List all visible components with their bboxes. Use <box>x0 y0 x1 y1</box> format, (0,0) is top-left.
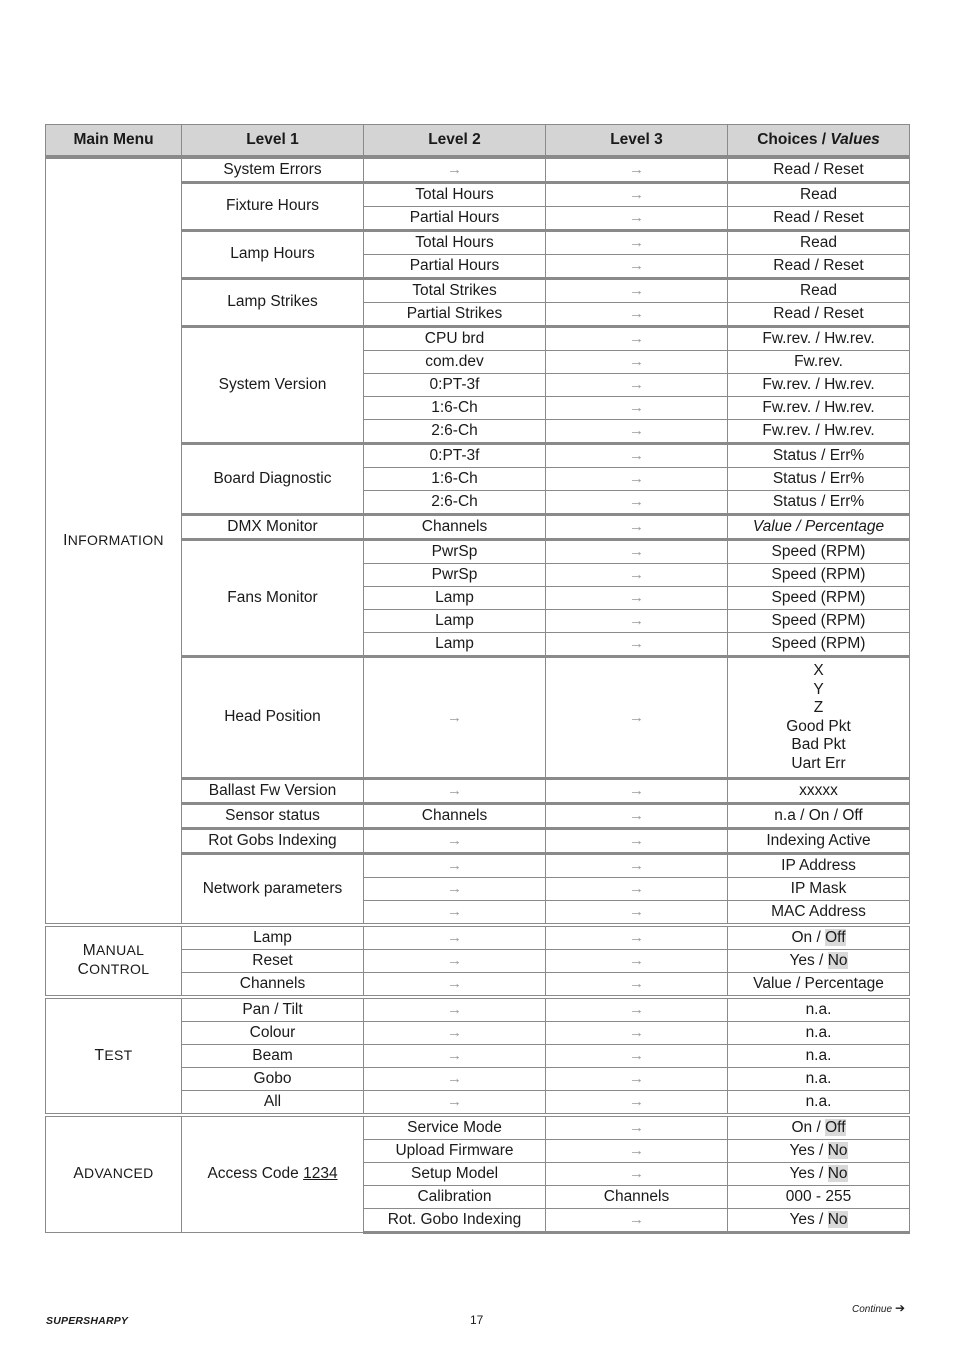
choice-cell: Read / Reset <box>728 207 910 231</box>
level2-cell: Calibration <box>364 1186 546 1209</box>
header-level-3: Level 3 <box>546 125 728 158</box>
header-level-2: Level 2 <box>364 125 546 158</box>
choice-cell: Read <box>728 231 910 255</box>
choice-cell: MAC Address <box>728 901 910 926</box>
arrow-icon: → <box>546 779 728 804</box>
choice-cell <box>728 925 910 950</box>
arrow-icon: → <box>546 279 728 303</box>
level2-cell: Total Strikes <box>364 279 546 303</box>
arrow-icon: → <box>546 901 728 926</box>
choice-cell: Speed (RPM) <box>728 633 910 657</box>
level1-cell: Board Diagnostic <box>182 444 364 515</box>
header-values-label: Values <box>830 130 880 148</box>
level2-cell: Rot. Gobo Indexing <box>364 1209 546 1233</box>
arrow-right-icon: ➔ <box>895 1301 906 1315</box>
arrow-icon: → <box>546 303 728 327</box>
arrow-icon: → <box>364 950 546 973</box>
level2-cell: com.dev <box>364 351 546 374</box>
choice-cell: n.a. <box>728 1022 910 1045</box>
choice-cell-head-position <box>728 657 910 779</box>
choice-line: Uart Err <box>791 754 846 772</box>
level1-cell: All <box>182 1091 364 1116</box>
access-code-value: 1234 <box>303 1165 338 1183</box>
choice-line: Bad Pkt <box>791 736 846 753</box>
arrow-icon: → <box>546 1068 728 1091</box>
choice-cell: Speed (RPM) <box>728 587 910 610</box>
table-row <box>46 997 910 1022</box>
arrow-icon: → <box>546 255 728 279</box>
level2-cell: Setup Model <box>364 1163 546 1186</box>
arrow-icon: → <box>364 854 546 878</box>
choice-cell: Status / Err% <box>728 468 910 491</box>
choice-cell: n.a. <box>728 1068 910 1091</box>
section-advanced <box>46 1115 910 1233</box>
level1-cell: Pan / Tilt <box>182 997 364 1022</box>
level1-cell: Lamp <box>182 925 364 950</box>
section-test <box>46 997 910 1115</box>
section-manual-control <box>46 925 910 997</box>
level2-cell: CPU brd <box>364 327 546 351</box>
header-row <box>46 125 910 158</box>
level2-cell: 2:6-Ch <box>364 420 546 444</box>
arrow-icon: → <box>364 1022 546 1045</box>
arrow-icon: → <box>364 997 546 1022</box>
arrow-icon: → <box>546 374 728 397</box>
choice-cell: Status / Err% <box>728 444 910 468</box>
arrow-icon: → <box>546 351 728 374</box>
level1-cell: Channels <box>182 973 364 998</box>
choice-cell: Fw.rev. / Hw.rev. <box>728 374 910 397</box>
level2-cell: Upload Firmware <box>364 1140 546 1163</box>
section-label-information: INFORMATION <box>46 157 182 925</box>
choice-line: Y <box>813 680 824 698</box>
arrow-icon: → <box>546 491 728 515</box>
level2-cell: PwrSp <box>364 564 546 587</box>
choice-cell: IP Address <box>728 854 910 878</box>
choice-no-default: No <box>827 951 848 969</box>
arrow-icon: → <box>546 1115 728 1140</box>
arrow-icon: → <box>364 157 546 183</box>
header-choices-label: Choices / <box>757 130 831 148</box>
choice-no-default: No <box>827 1164 848 1182</box>
choice-cell: Read / Reset <box>728 157 910 183</box>
arrow-icon: → <box>546 829 728 854</box>
level1-cell: Reset <box>182 950 364 973</box>
choice-cell: Read <box>728 279 910 303</box>
arrow-icon: → <box>546 854 728 878</box>
level2-cell: Service Mode <box>364 1115 546 1140</box>
arrow-icon: → <box>546 1022 728 1045</box>
level2-cell: Partial Strikes <box>364 303 546 327</box>
level3-cell: Channels <box>546 1186 728 1209</box>
choice-cell <box>728 1163 910 1186</box>
choice-cell: xxxxx <box>728 779 910 804</box>
level2-cell: 2:6-Ch <box>364 491 546 515</box>
choice-cell: Indexing Active <box>728 829 910 854</box>
arrow-icon: → <box>364 973 546 998</box>
arrow-icon: → <box>546 633 728 657</box>
choice-cell <box>728 950 910 973</box>
level2-cell: 0:PT-3f <box>364 444 546 468</box>
level2-cell: Partial Hours <box>364 207 546 231</box>
level1-cell: Fans Monitor <box>182 540 364 657</box>
choice-off-default: Off <box>825 1118 846 1136</box>
choice-line: Good Pkt <box>786 717 851 735</box>
level2-cell: Lamp <box>364 633 546 657</box>
section-label-manual-control: MANUAL CONTROL <box>46 925 182 997</box>
choice-cell: Fw.rev. / Hw.rev. <box>728 397 910 420</box>
arrow-icon: → <box>546 878 728 901</box>
arrow-icon: → <box>364 1045 546 1068</box>
arrow-icon: → <box>546 950 728 973</box>
choice-cell: IP Mask <box>728 878 910 901</box>
arrow-icon: → <box>546 1045 728 1068</box>
level1-cell: Colour <box>182 1022 364 1045</box>
level2-cell: 0:PT-3f <box>364 374 546 397</box>
choice-cell: Speed (RPM) <box>728 564 910 587</box>
level2-cell: Channels <box>364 515 546 540</box>
level2-cell: Lamp <box>364 587 546 610</box>
arrow-icon: → <box>546 564 728 587</box>
arrow-icon: → <box>546 515 728 540</box>
choice-line: Z <box>813 699 824 716</box>
level1-cell: Lamp Hours <box>182 231 364 279</box>
arrow-icon: → <box>546 973 728 998</box>
arrow-icon: → <box>364 878 546 901</box>
choice-cell: Read / Reset <box>728 303 910 327</box>
level1-cell: System Errors <box>182 157 364 183</box>
choice-cell: Read / Reset <box>728 255 910 279</box>
choice-no-default: No <box>827 1210 848 1228</box>
choice-cell: Fw.rev. / Hw.rev. <box>728 327 910 351</box>
arrow-icon: → <box>546 1163 728 1186</box>
level1-cell: Beam <box>182 1045 364 1068</box>
choice-on: On / <box>791 928 826 946</box>
arrow-icon: → <box>364 779 546 804</box>
arrow-icon: → <box>546 157 728 183</box>
level1-cell: Rot Gobs Indexing <box>182 829 364 854</box>
arrow-icon: → <box>546 327 728 351</box>
choice-cell <box>728 1115 910 1140</box>
section-label-advanced: ADVANCED <box>46 1115 182 1233</box>
level1-cell: System Version <box>182 327 364 444</box>
level2-cell: 1:6-Ch <box>364 397 546 420</box>
arrow-icon: → <box>546 1209 728 1233</box>
level2-cell: PwrSp <box>364 540 546 564</box>
continue-label: Continue <box>852 1304 893 1315</box>
arrow-icon: → <box>546 587 728 610</box>
footer-brand: SUPERSHARPY <box>46 1315 129 1327</box>
level2-cell: 1:6-Ch <box>364 468 546 491</box>
level1-cell: Gobo <box>182 1068 364 1091</box>
choice-cell: n.a. <box>728 1091 910 1116</box>
choice-cell <box>728 1140 910 1163</box>
choice-cell: Value / Percentage <box>728 515 910 540</box>
arrow-icon: → <box>546 420 728 444</box>
level1-cell: Sensor status <box>182 804 364 829</box>
level2-cell: Total Hours <box>364 231 546 255</box>
level1-cell-access-code <box>182 1115 364 1233</box>
arrow-icon: → <box>364 829 546 854</box>
choice-cell: n.a / On / Off <box>728 804 910 829</box>
choice-yes: Yes / <box>789 1164 828 1182</box>
arrow-icon: → <box>546 444 728 468</box>
arrow-icon: → <box>546 997 728 1022</box>
level1-cell: Lamp Strikes <box>182 279 364 327</box>
arrow-icon: → <box>546 231 728 255</box>
choice-cell: Fw.rev. / Hw.rev. <box>728 420 910 444</box>
table-row <box>46 157 910 183</box>
choice-cell: Status / Err% <box>728 491 910 515</box>
arrow-icon: → <box>364 925 546 950</box>
arrow-icon: → <box>546 468 728 491</box>
arrow-icon: → <box>546 540 728 564</box>
choice-on: On / <box>791 1118 826 1136</box>
header-choices <box>728 125 910 158</box>
level1-cell: Network parameters <box>182 854 364 926</box>
arrow-icon: → <box>546 1140 728 1163</box>
level2-cell: Total Hours <box>364 183 546 207</box>
header-main-menu: Main Menu <box>46 125 182 158</box>
arrow-icon: → <box>364 901 546 926</box>
arrow-icon: → <box>546 657 728 779</box>
arrow-icon: → <box>546 925 728 950</box>
choice-cell: Speed (RPM) <box>728 610 910 633</box>
choice-yes: Yes / <box>789 1210 828 1228</box>
choice-cell: 000 - 255 <box>728 1186 910 1209</box>
section-label-test: TEST <box>46 997 182 1115</box>
arrow-icon: → <box>364 1091 546 1116</box>
arrow-icon: → <box>546 610 728 633</box>
choice-cell: n.a. <box>728 997 910 1022</box>
header-level-1: Level 1 <box>182 125 364 158</box>
level1-cell: DMX Monitor <box>182 515 364 540</box>
level1-cell: Ballast Fw Version <box>182 779 364 804</box>
choice-cell: Value / Percentage <box>728 973 910 998</box>
choice-yes: Yes / <box>789 1141 828 1159</box>
arrow-icon: → <box>546 183 728 207</box>
section-information <box>46 157 910 925</box>
choice-cell: Read <box>728 183 910 207</box>
level2-cell: Lamp <box>364 610 546 633</box>
choice-cell: Speed (RPM) <box>728 540 910 564</box>
table-row <box>46 925 910 950</box>
arrow-icon: → <box>364 1068 546 1091</box>
page-number: 17 <box>470 1313 484 1327</box>
arrow-icon: → <box>546 804 728 829</box>
menu-structure-table <box>45 124 910 1234</box>
arrow-icon: → <box>364 657 546 779</box>
table-row <box>46 1115 910 1140</box>
continue-link <box>852 1301 905 1315</box>
level1-cell: Fixture Hours <box>182 183 364 231</box>
level1-cell: Head Position <box>182 657 364 779</box>
level2-cell: Channels <box>364 804 546 829</box>
choice-cell: n.a. <box>728 1045 910 1068</box>
choice-off-default: Off <box>825 928 846 946</box>
choice-yes: Yes / <box>789 951 828 969</box>
access-code-label: Access Code <box>207 1165 304 1183</box>
arrow-icon: → <box>546 397 728 420</box>
arrow-icon: → <box>546 207 728 231</box>
choice-cell: Fw.rev. <box>728 351 910 374</box>
choice-cell <box>728 1209 910 1233</box>
choice-no-default: No <box>827 1141 848 1159</box>
level2-cell: Partial Hours <box>364 255 546 279</box>
choice-line: X <box>813 662 824 679</box>
arrow-icon: → <box>546 1091 728 1116</box>
